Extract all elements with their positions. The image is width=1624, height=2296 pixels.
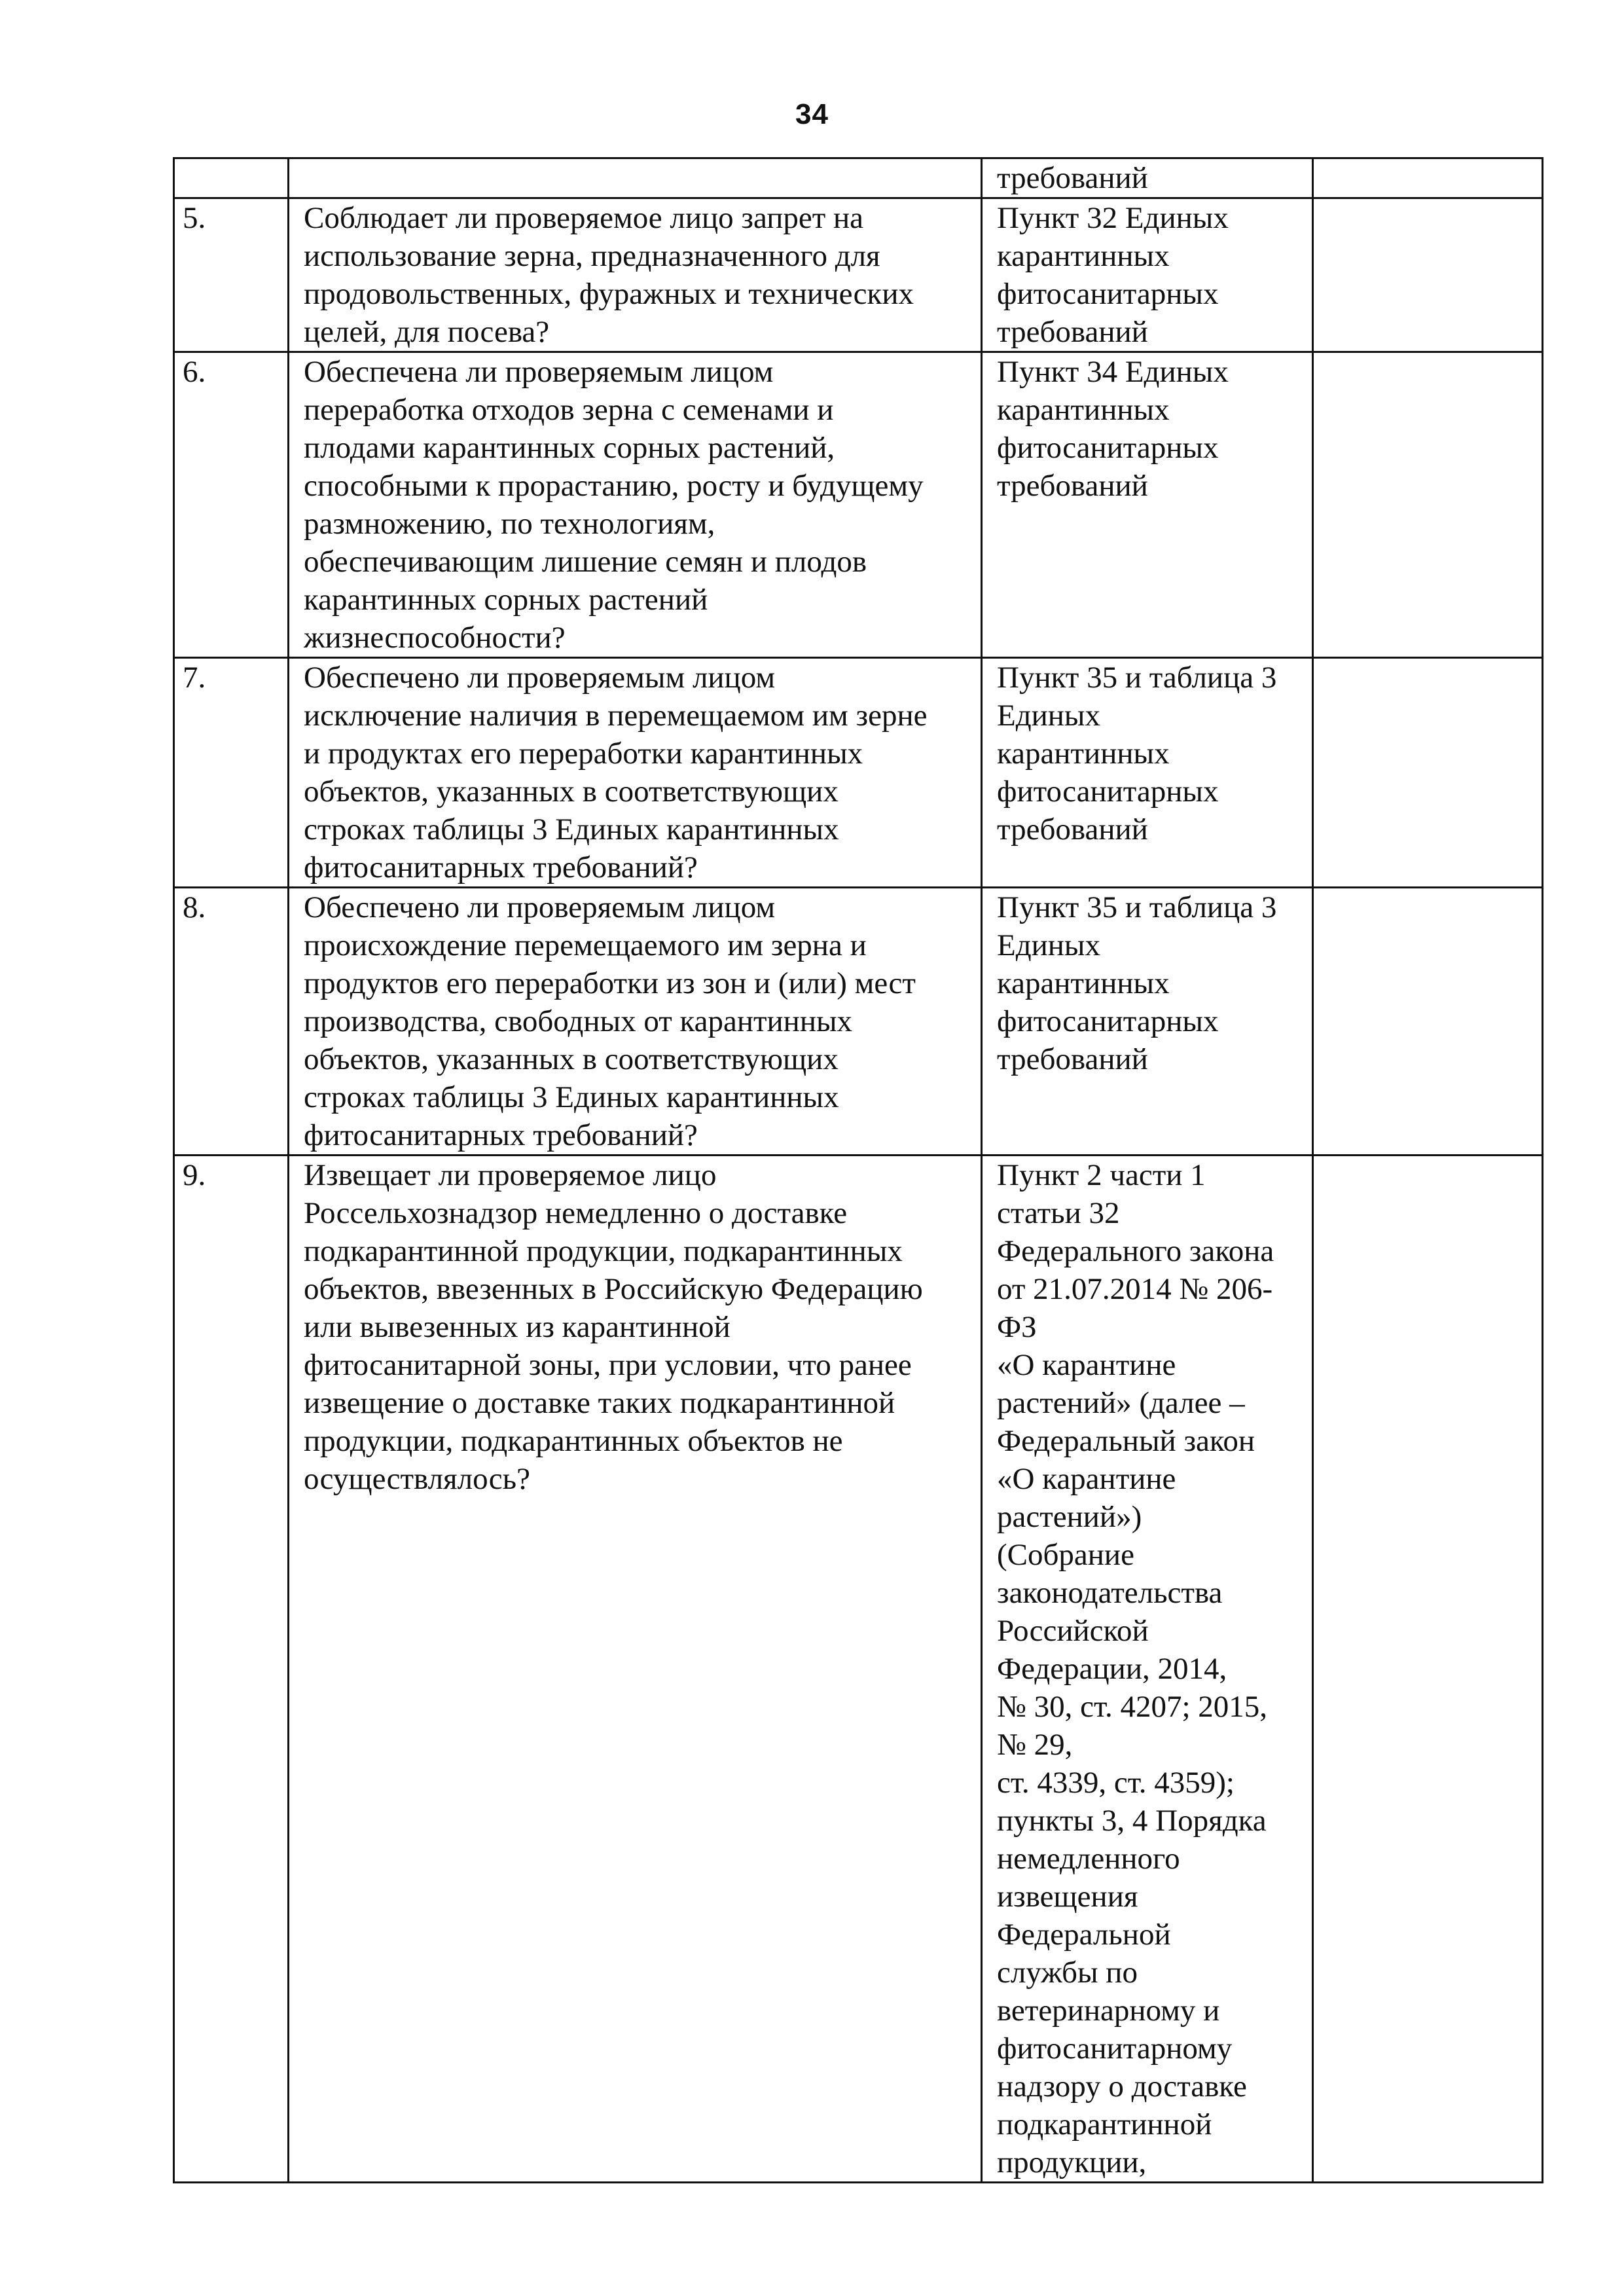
checklist-table [173, 157, 1543, 2183]
cell-reference [982, 352, 1313, 658]
cell-number [174, 658, 289, 888]
table-row [174, 198, 1543, 352]
question-text: Извещает ли проверяемое лицо Россельхознадзор немедленно о доставке подкарантинной продукции, подкарантинных объектов, ввезенных в Российскую Федерацию или вывезенных из карантинной фитосанитарной зоны, при условии, что ранее извещение о доставке таких подкарантинной продукции, подкарантинных объектов не осуществлялось? [304, 1158, 923, 1496]
cell-number [174, 1156, 289, 2183]
cell-reference [982, 158, 1313, 198]
row-number: 8. [183, 890, 206, 924]
question-text: Соблюдает ли проверяемое лицо запрет на использование зерна, предназначенного для продовольственных, фуражных и технических целей, для посева? [304, 201, 914, 349]
reference-text: Пункт 2 части 1 статьи 32 Федерального закона от 21.07.2014 № 206- ФЗ «О карантине растений» (далее – Федеральный закон «О карантине растений») (Собрание законодательства Российской Федерации, 2014, № 30, ст. 4207; 2015, № 29, ст. 4339, ст. 4359); пункты 3, 4 Порядка немедленного извещения Федеральной службы по ветеринарному и фитосанитарному надзору о доставке подкарантинной продукции, [997, 1158, 1274, 2179]
table-row [174, 658, 1543, 888]
cell-number [174, 888, 289, 1156]
cell-answer [1313, 198, 1543, 352]
reference-text: Пункт 35 и таблица 3 Единых карантинных фитосанитарных требований [997, 661, 1277, 847]
question-text: Обеспечена ли проверяемым лицом переработка отходов зерна с семенами и плодами карантинных сорных растений, способными к прорастанию, росту и будущему размножению, по технологиям, обеспечивающим лишение семян и плодов карантинных сорных растений жизнеспособности? [304, 355, 924, 655]
table-row [174, 352, 1543, 658]
cell-answer [1313, 658, 1543, 888]
table-row [174, 1156, 1543, 2183]
cell-number [174, 158, 289, 198]
cell-answer [1313, 888, 1543, 1156]
cell-number [174, 198, 289, 352]
reference-text: Пункт 32 Единых карантинных фитосанитарных требований [997, 201, 1229, 349]
cell-question [289, 352, 982, 658]
reference-text: Пункт 34 Единых карантинных фитосанитарных требований [997, 355, 1229, 503]
row-number: 7. [183, 661, 206, 695]
page-number: 34 [795, 98, 829, 130]
cell-question [289, 198, 982, 352]
cell-answer [1313, 158, 1543, 198]
table-row [174, 888, 1543, 1156]
cell-reference [982, 658, 1313, 888]
cell-reference [982, 1156, 1313, 2183]
row-number: 6. [183, 355, 206, 389]
cell-question [289, 658, 982, 888]
cell-question [289, 1156, 982, 2183]
table-row-continuation [174, 158, 1543, 198]
question-text: Обеспечено ли проверяемым лицом исключение наличия в перемещаемом им зерне и продуктах его переработки карантинных объектов, указанных в соответствующих строках таблицы 3 Единых карантинных фитосанитарных требований? [304, 661, 928, 884]
cell-question [289, 158, 982, 198]
reference-text: требований [997, 161, 1148, 195]
cell-question [289, 888, 982, 1156]
reference-text: Пункт 35 и таблица 3 Единых карантинных фитосанитарных требований [997, 890, 1277, 1076]
cell-number [174, 352, 289, 658]
question-text: Обеспечено ли проверяемым лицом происхождение перемещаемого им зерна и продуктов его переработки из зон и (или) мест производства, свободных от карантинных объектов, указанных в соответствующих строках таблицы 3 Единых карантинных фитосанитарных требований? [304, 890, 916, 1152]
cell-answer [1313, 352, 1543, 658]
cell-reference [982, 888, 1313, 1156]
cell-reference [982, 198, 1313, 352]
row-number: 5. [183, 201, 206, 235]
row-number: 9. [183, 1158, 206, 1192]
cell-answer [1313, 1156, 1543, 2183]
